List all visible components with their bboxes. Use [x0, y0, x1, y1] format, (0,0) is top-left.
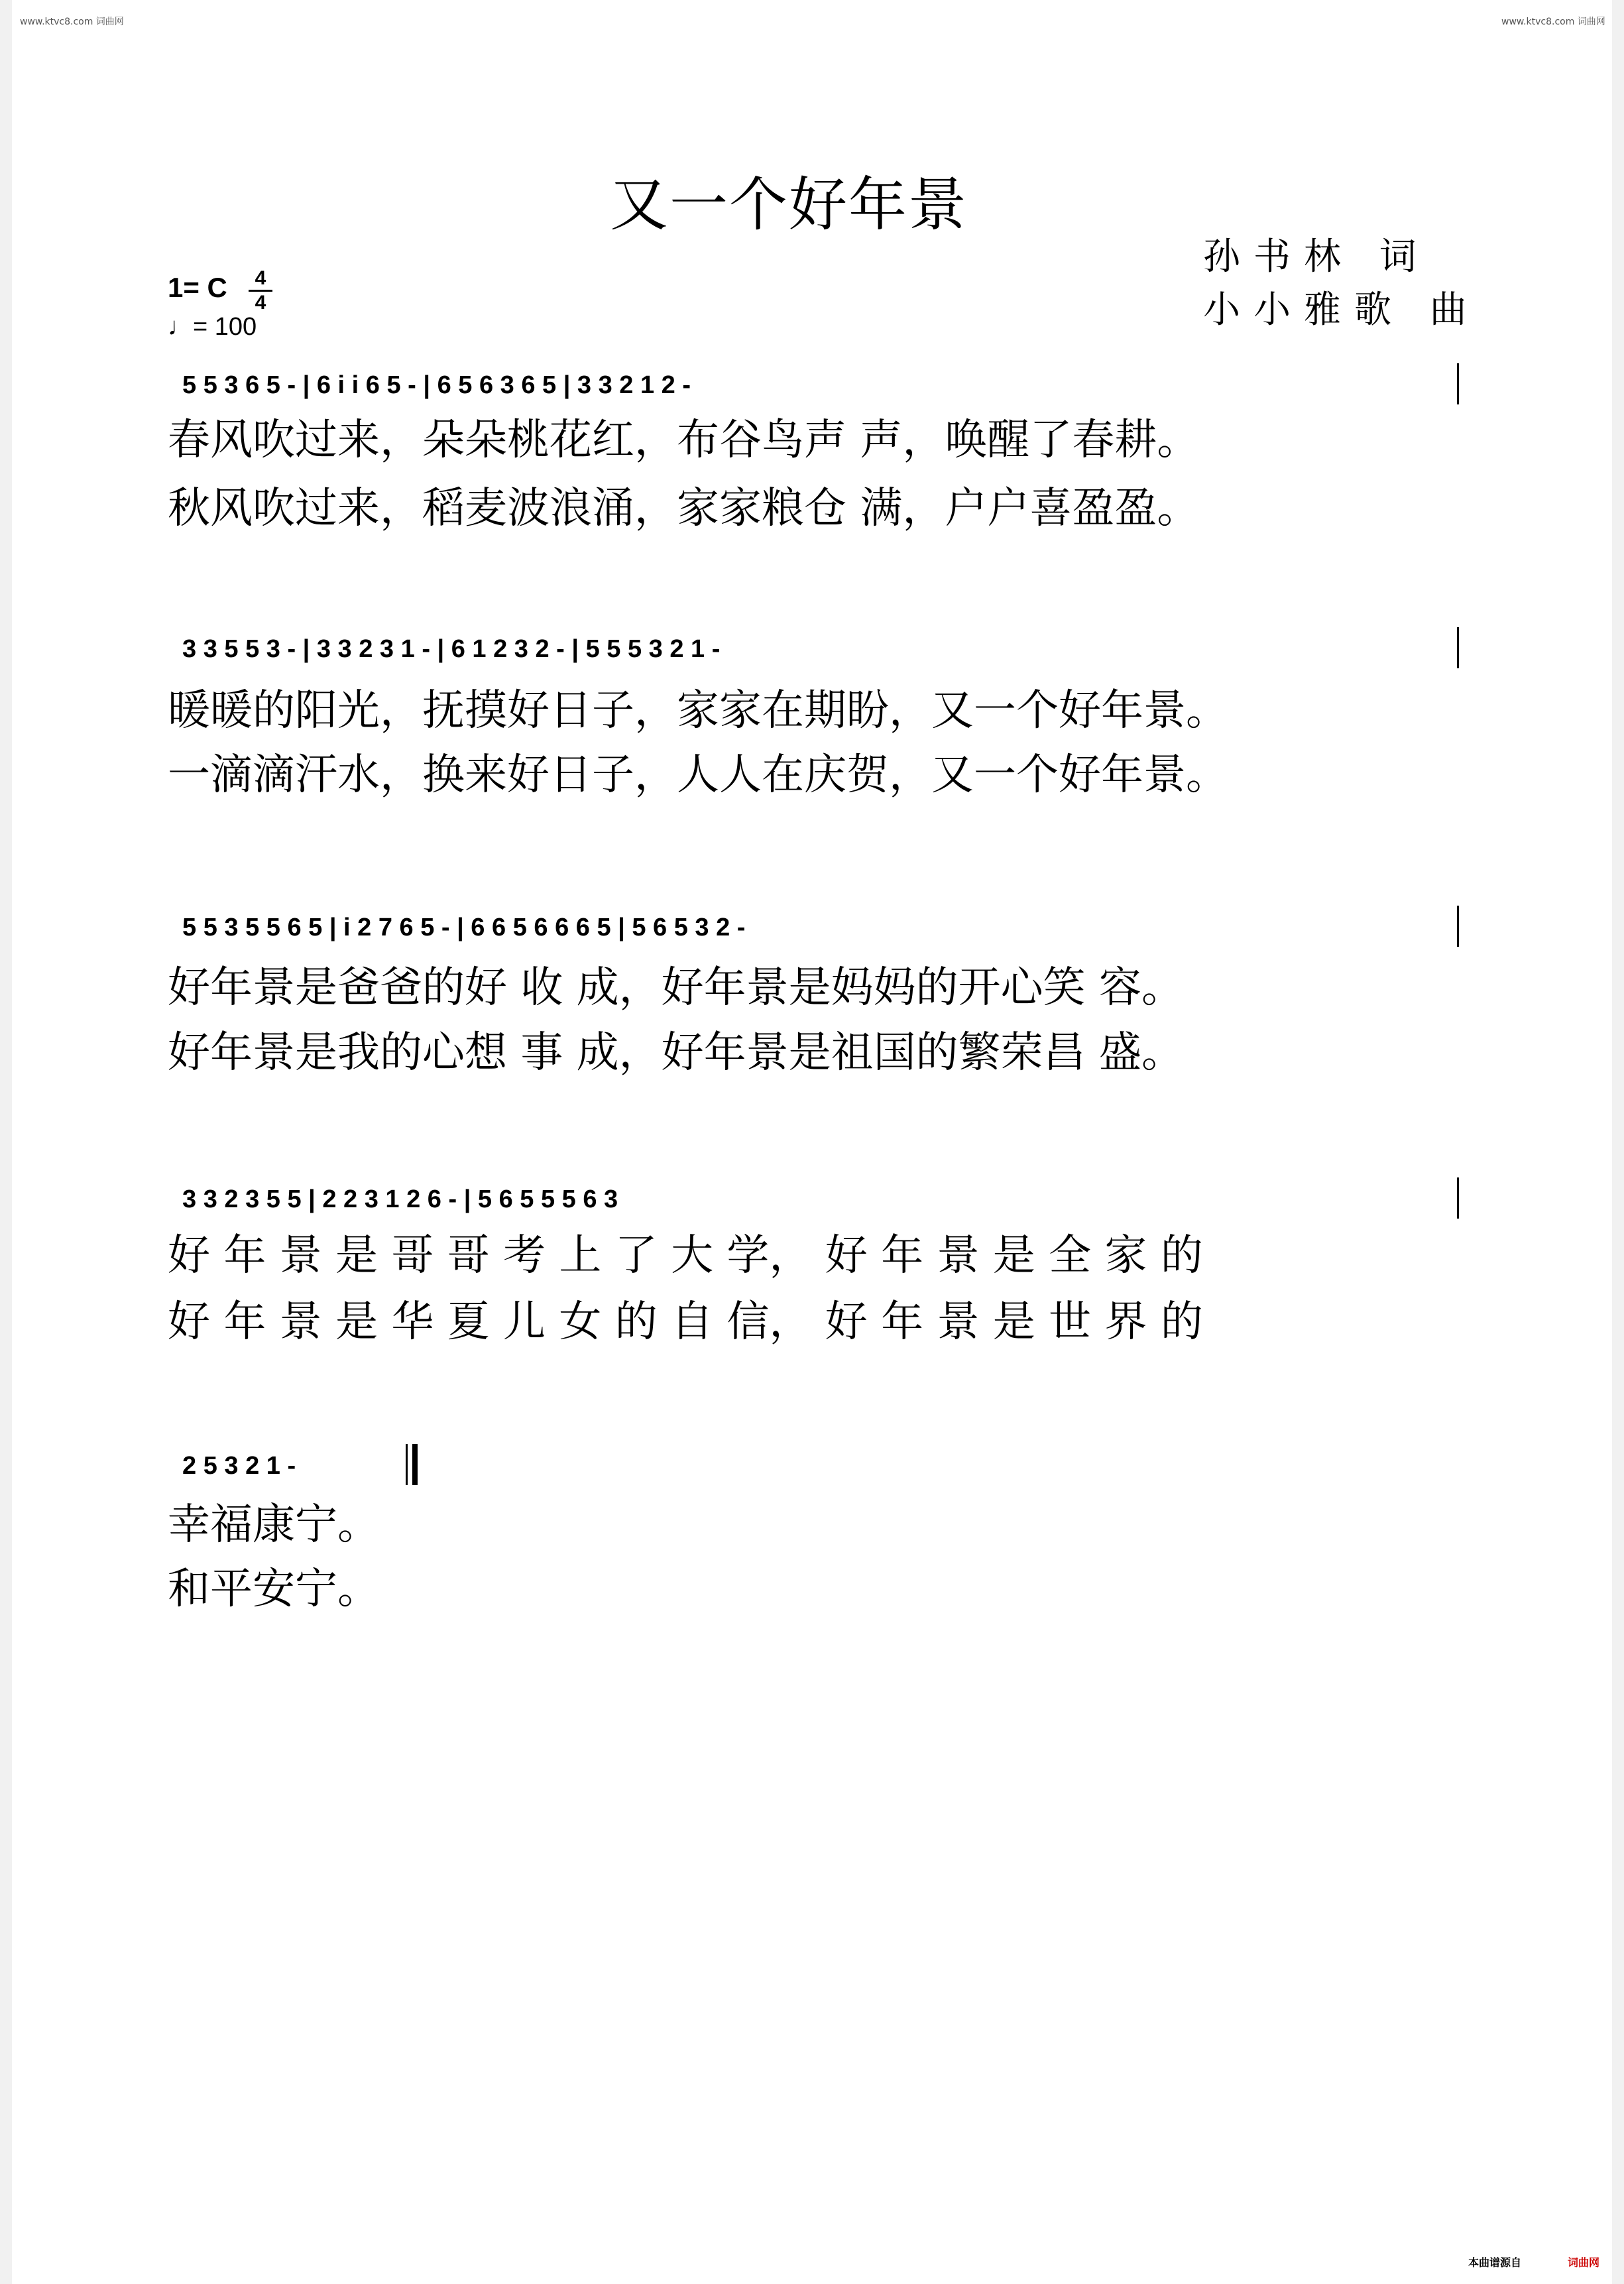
lyric-row-5-verse-2: 和平安宁。: [168, 1565, 380, 1614]
notation-row-4: 3 3 2 3 5 5 | 2 2 3 1 2 6 - | 5 6 5 5 5 6 3: [182, 1185, 618, 1213]
row-4-end-barline: [1457, 1177, 1459, 1219]
lyric-row-2-verse-2: 一滴滴汗水，换来好日子，人人在庆贺，又一个好年景。: [168, 751, 1228, 800]
header-watermark-right: www.ktvc8.com 词曲网: [1501, 17, 1605, 27]
key-signature: 1= C: [168, 272, 227, 303]
notation-row-5: 2 5 3 2 1 -: [182, 1452, 296, 1480]
row-2-end-barline: [1457, 627, 1459, 668]
time-signature: [249, 269, 272, 313]
tempo-value: = 100: [193, 313, 257, 341]
notation-row-2: 3 3 5 5 3 - | 3 3 2 3 1 - | 6 1 2 3 2 - | 5 5 5 3 2 1 -: [182, 635, 721, 663]
lyric-row-4-verse-1: 好 年 景 是 哥 哥 考 上 了 大 学， 好 年 景 是 全 家 的: [168, 1231, 1203, 1280]
lyric-row-3-verse-2: 好年景是我的心想 事 成，好年景是祖国的繁荣昌 盛。: [168, 1028, 1185, 1077]
lyric-row-1-verse-1: 春风吹过来，朵朵桃花红，布谷鸟声 声，唤醒了春耕。: [168, 416, 1200, 465]
lyric-row-2-verse-1: 暖暖的阳光，抚摸好日子，家家在期盼，又一个好年景。: [168, 686, 1228, 735]
notation-row-3: 5 5 3 5 5 6 5 | i 2 7 6 5 - | 6 6 5 6 6 6 5 | 5 6 5 3 2 -: [182, 914, 746, 941]
footer-source-label: 本曲谱源自: [1468, 2256, 1522, 2269]
footer-site-link[interactable]: 词曲网: [1568, 2256, 1600, 2269]
tempo-marking: [168, 313, 257, 341]
lyric-row-5-verse-1: 幸福康宁。: [168, 1500, 380, 1549]
left-margin-strip: [0, 0, 12, 2284]
row-3-end-barline: [1457, 906, 1459, 947]
quarter-note-icon: ♩: [168, 313, 193, 341]
composer-credit: 小小雅歌 曲: [1203, 288, 1480, 331]
song-title: 又一个好年景: [610, 170, 968, 239]
time-signature-bottom: 4: [255, 292, 266, 314]
lyric-row-4-verse-2: 好 年 景 是 华 夏 儿 女 的 自 信， 好 年 景 是 世 界 的: [168, 1297, 1203, 1347]
final-barline-thick: [412, 1444, 418, 1485]
right-margin-strip: [1612, 0, 1624, 2284]
lyric-row-3-verse-1: 好年景是爸爸的好 收 成，好年景是妈妈的开心笑 容。: [168, 963, 1185, 1012]
notation-row-1: 5 5 3 6 5 - | 6 i i 6 5 - | 6 5 6 3 6 5 | 3 3 2 1 2 -: [182, 371, 691, 399]
lyric-row-1-verse-2: 秋风吹过来，稻麦波浪涌，家家粮仓 满，户户喜盈盈。: [168, 484, 1200, 533]
row-1-end-barline: [1457, 363, 1459, 404]
time-signature-top: 4: [255, 267, 266, 289]
lyricist-credit: 孙书林 词: [1203, 235, 1430, 278]
header-watermark-left: www.ktvc8.com 词曲网: [20, 17, 124, 27]
final-barline-thin: [406, 1444, 408, 1485]
